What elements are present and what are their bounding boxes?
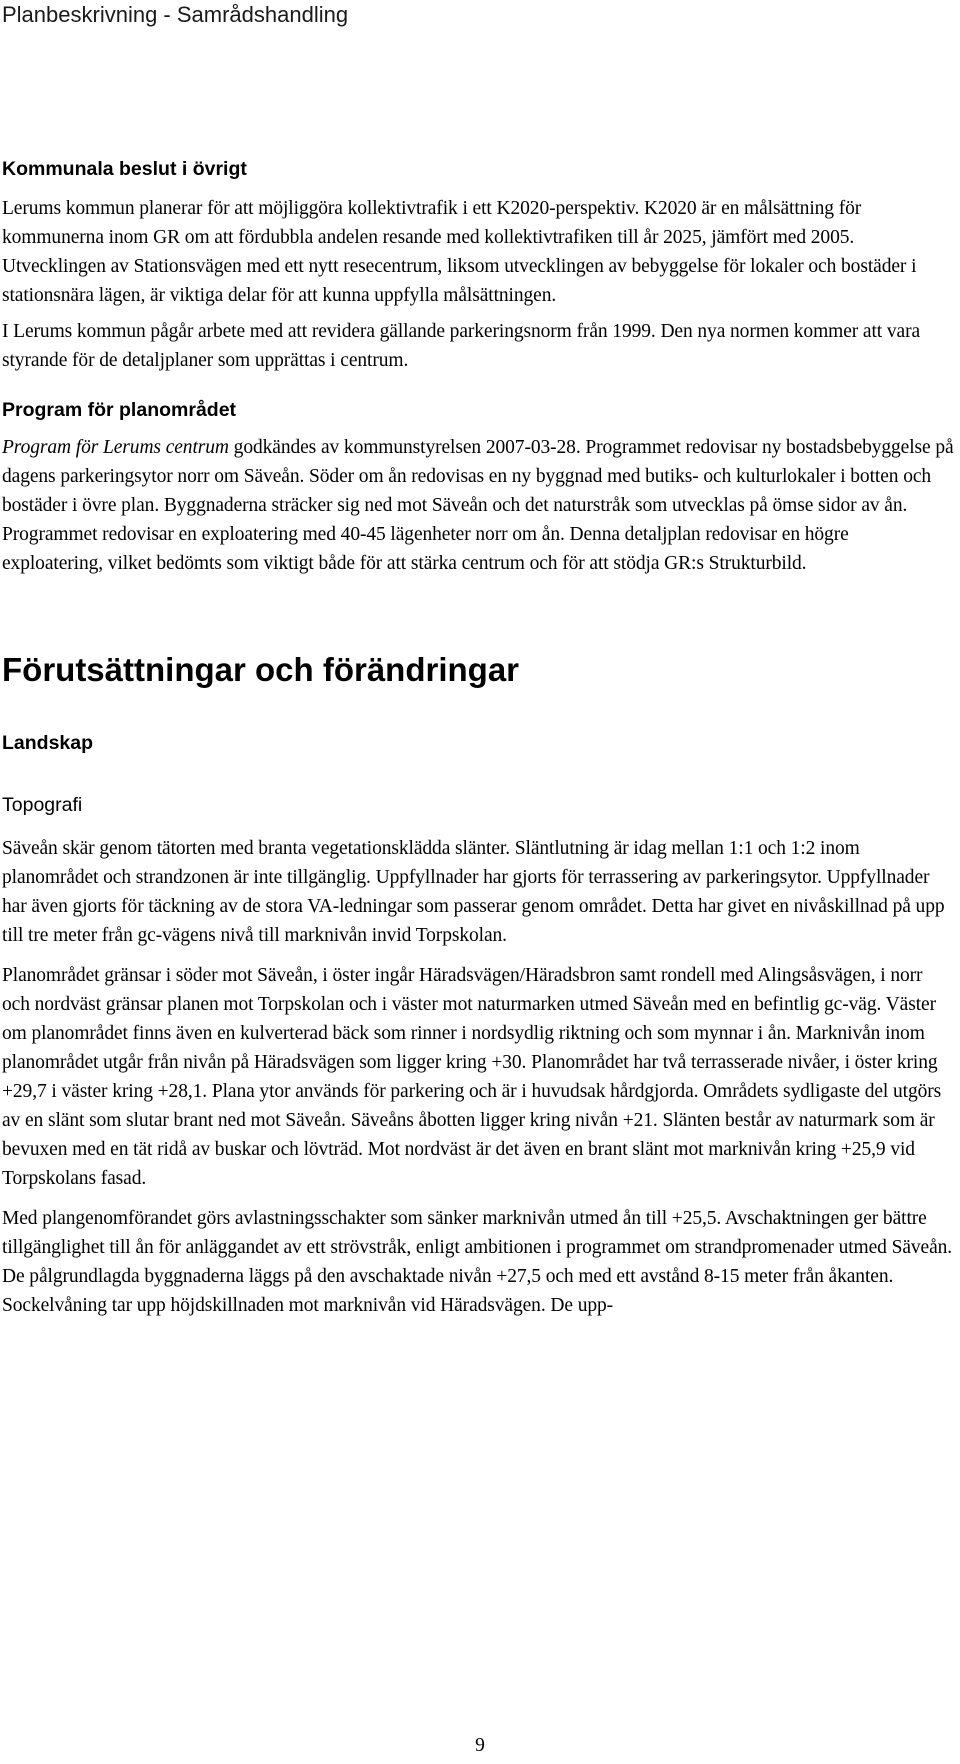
paragraph-program (2, 433, 954, 578)
paragraph-topografi-3: Med plangenomförandet görs avlastningsschakter som sänker marknivån utmed ån till +25,5. Avschaktningen ger bättre tillgänglighet till ån för anläggandet av ett strövstråk, enligt ambitionen i programmet om strandpromenader utmed Säveån. De pålgrundlagda byggnaderna läggs på den avschaktade nivån +27,5 och med ett avstånd 8-15 meter från åkanten. Sockelvåning tar upp höjdskillnaden mot marknivån vid Häradsvägen. De upp- (2, 1208, 953, 1316)
paragraph-parkeringsnorm: I Lerums kommun pågår arbete med att revidera gällande parkeringsnorm från 1999. Den nya normen kommer att vara styrande för de detaljplaner som upprättas i centrum. (2, 321, 921, 371)
section-heading: Förutsättningar och förändringar (2, 651, 520, 688)
program-text: godkändes av kommunstyrelsen 2007-03-28. Programmet redovisar ny bostadsbebyggelse på dagens parkeringsytor norr om Säveån. Söder om ån redovisas en ny byggnad med butiks- och kulturlokaler i botten och bostäder i övre plan. Byggnaderna sträcker sig ned mot Säveån och det naturstråk som utvecklas på ömse sidor av ån. Programmet redovisar en exploatering med 40-45 lägenheter norr om ån. Denna detaljplan redovisar en högre exploatering, vilket bedömts som viktigt både för att stärka centrum och för att stödja GR:s Strukturbild. (2, 437, 954, 574)
page-content (2, 156, 954, 1320)
paragraph-topografi-2: Planområdet gränsar i söder mot Säveån, i öster ingår Häradsvägen/Häradsbron samt rondell med Alingsåsvägen, i norr och nordväst gränsar planen mot Torpskolan och i väster mot naturmarken utmed Säveån med en befintlig gc-väg. Väster om planområdet finns även en kulverterad bäck som rinner i nordsydlig riktning och som mynnar i ån. Marknivån inom planområdet utgår från nivån på Häradsvägen som ligger kring +30. Planområdet har två terrasserade nivåer, i öster kring +29,7 i väster kring +28,1. Plana ytor används för parkering och är i huvudsak hårdgjorda. Områdets sydligaste del utgörs av en slänt som slutar brant ned mot Säveån. Säveåns åbotten ligger kring nivån +21. Slänten består av naturmark som är bevuxen med en tät ridå av buskar och lövträd. Mot nordväst är det även en brant slänt mot marknivån kring +25,9 vid Torpskolans fasad. (2, 965, 942, 1189)
heading-program: Program för planområdet (2, 399, 237, 421)
program-title: Program för Lerums centrum (2, 437, 229, 458)
paragraph-k2020: Lerums kommun planerar för att möjliggöra kollektivtrafik i ett K2020-perspektiv. K2020 är en målsättning för kommunerna inom GR om att fördubbla andelen resande med kollektivtrafiken till år 2025, jämfört med 2005. Utvecklingen av Stationsvägen med ett nytt resecentrum, liksom utvecklingen av bebyggelse för lokaler och bostäder i stationsnära lägen, är viktiga delar för att kunna uppfylla målsättningen. (2, 198, 917, 306)
paragraph-topografi-1: Säveån skär genom tätorten med branta vegetationsklädda slänter. Släntlutning är idag mellan 1:1 och 1:2 inom planområdet och strandzonen är inte tillgänglig. Uppfyllnader har gjorts för terrassering av parkeringsytor. Uppfyllnader har även gjorts för täckning av de stora VA-ledningar som passerar genom området. Detta har givet en nivåskillnad på upp till tre meter från gc-vägens nivå till marknivån invid Torpskolan. (2, 838, 945, 946)
subheading-topografi: Topografi (2, 794, 83, 816)
subheading-landskap: Landskap (2, 732, 94, 754)
page-number: 9 (475, 1735, 485, 1756)
running-header: Planbeskrivning - Samrådshandling (2, 2, 349, 27)
heading-kommunala-beslut: Kommunala beslut i övrigt (2, 158, 247, 180)
